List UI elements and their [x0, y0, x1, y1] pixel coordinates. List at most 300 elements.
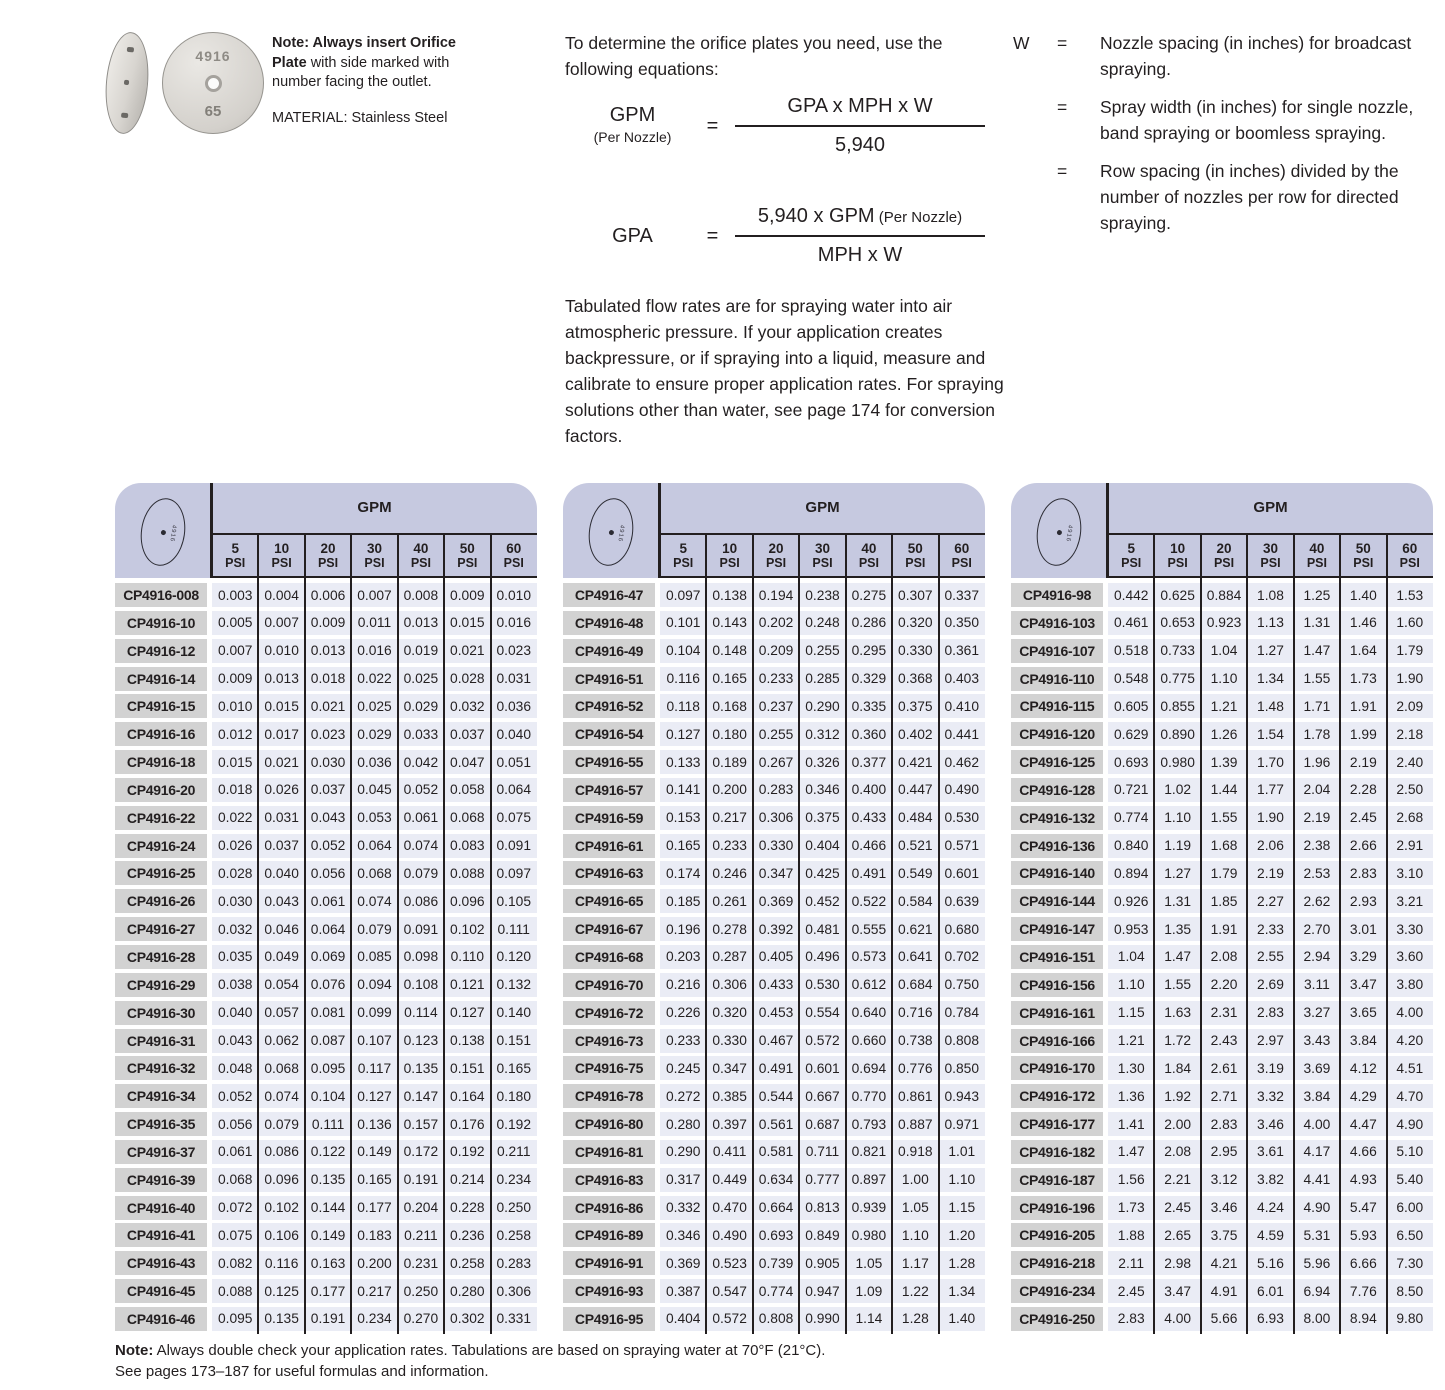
gpm-value: 0.192	[496, 1116, 531, 1132]
gpm-value: 0.926	[1113, 893, 1149, 909]
gpm-value: 1.91	[1349, 698, 1377, 714]
gpm-value: 0.204	[403, 1200, 439, 1216]
orifice-plate-front-view-icon	[162, 32, 264, 134]
gpm-value: 0.411	[712, 1144, 747, 1160]
gpm-value: 0.738	[898, 1033, 933, 1048]
part-number: CP4916-35	[115, 1112, 207, 1136]
gpm-value: 0.272	[665, 1088, 701, 1104]
part-number: CP4916-67	[563, 917, 655, 941]
gpm-value: 0.123	[403, 1033, 439, 1048]
row-values	[1108, 945, 1433, 969]
gpm-value: 0.016	[357, 643, 392, 659]
gpm-value: 4.41	[1303, 1172, 1331, 1188]
gpm-value: 1.21	[1210, 698, 1238, 714]
gpm-value: 1.63	[1164, 1005, 1192, 1021]
row-values	[212, 1223, 537, 1247]
gpm-value: 0.116	[666, 671, 700, 687]
gpm-value: 1.28	[901, 1311, 929, 1327]
gpm-value: 4.47	[1349, 1116, 1377, 1132]
gpm-value: 0.057	[264, 1005, 299, 1021]
gpm-value: 0.776	[898, 1060, 933, 1076]
insert-note	[272, 34, 490, 93]
gpm-value: 3.47	[1349, 977, 1377, 993]
gpm-value: 0.404	[665, 1311, 701, 1327]
gpm-value: 1.09	[855, 1283, 883, 1299]
gpm-value: 0.890	[1160, 726, 1195, 742]
table-row	[1011, 1223, 1433, 1247]
row-values	[1108, 694, 1433, 718]
gpm-value: 3.84	[1349, 1033, 1377, 1048]
psi-header-row	[212, 535, 537, 576]
table-row	[115, 889, 537, 913]
row-values	[1108, 806, 1433, 830]
gpm-value: 1.77	[1257, 782, 1284, 798]
row-values	[212, 1084, 537, 1108]
psi-column-header: 20 PSI	[1213, 540, 1235, 570]
gpm-value: 0.054	[264, 977, 299, 993]
row-values	[660, 1223, 985, 1247]
gpm-value: 2.70	[1303, 921, 1331, 937]
gpm-value: 0.016	[496, 615, 531, 631]
part-number: CP4916-73	[563, 1029, 655, 1053]
gpm-value: 0.462	[944, 754, 979, 770]
gpm-value: 0.250	[496, 1200, 531, 1216]
row-values	[660, 1307, 985, 1331]
gpm-value: 0.030	[217, 893, 253, 909]
gpm-value: 2.45	[1164, 1200, 1192, 1216]
gpm-value: 0.072	[217, 1200, 253, 1216]
gpm-value: 1.15	[1117, 1005, 1145, 1021]
gpm-value: 2.19	[1349, 754, 1377, 770]
table-row	[563, 1056, 985, 1080]
gpm-value: 0.433	[758, 977, 794, 993]
intro-text: To determine the orifice plates you need, use the following equations:	[565, 33, 943, 79]
gpm-value: 0.377	[851, 754, 887, 770]
gpm-value: 7.30	[1396, 1255, 1424, 1271]
row-values	[212, 861, 537, 885]
gpm-value: 2.33	[1257, 921, 1284, 937]
part-number: CP4916-125	[1011, 750, 1103, 774]
w-definitions	[1013, 30, 1438, 248]
gpm-value: 1.91	[1210, 921, 1238, 937]
row-values	[212, 1168, 537, 1192]
gpm-value: 6.50	[1396, 1227, 1424, 1243]
gpm-value: 0.255	[805, 643, 840, 659]
part-number: CP4916-26	[115, 889, 207, 913]
gpm-value: 0.011	[357, 615, 392, 631]
gpm-value: 0.554	[805, 1005, 840, 1021]
gpm-value: 2.97	[1257, 1033, 1284, 1048]
gpm-value: 0.180	[712, 726, 747, 742]
gpm-value: 4.91	[1210, 1283, 1238, 1299]
gpm-value: 1.70	[1257, 754, 1284, 770]
table-row	[563, 639, 985, 663]
gpm-value: 1.13	[1257, 615, 1284, 631]
gpm-value: 0.176	[450, 1116, 485, 1132]
gpm-value: 0.088	[217, 1283, 253, 1299]
part-number: CP4916-144	[1011, 889, 1103, 913]
column-divider	[891, 535, 893, 1334]
row-values	[1108, 1223, 1433, 1247]
gpm-value: 0.808	[944, 1033, 979, 1048]
gpm-value: 0.026	[217, 838, 253, 854]
equals-sign: =	[706, 224, 719, 247]
part-number: CP4916-250	[1011, 1307, 1103, 1331]
row-values	[212, 1056, 537, 1080]
header-divider	[212, 576, 537, 578]
w-definition-text: Row spacing (in inches) divided by the number of nozzles per row for directed spraying.	[1100, 161, 1399, 233]
gpm-value: 3.46	[1210, 1200, 1238, 1216]
gpm-value: 0.031	[496, 671, 531, 687]
gpm-value: 4.00	[1164, 1311, 1192, 1327]
gpm-value: 0.192	[450, 1144, 485, 1160]
gpm-value: 0.467	[758, 1033, 794, 1048]
row-values	[212, 945, 537, 969]
equals-sign: =	[1057, 97, 1068, 117]
gpm-value: 0.405	[758, 949, 794, 965]
gpm-value: 0.088	[450, 865, 485, 881]
w-symbol: W	[1013, 33, 1030, 53]
psi-column-header: 30 PSI	[364, 540, 385, 570]
gpm-value: 0.453	[758, 1005, 794, 1021]
table-row	[1011, 778, 1433, 802]
footer-note-bold: Note:	[115, 1342, 154, 1359]
plate-model-marking: 4916	[195, 48, 231, 64]
w-definition-text: Nozzle spacing (in inches) for broadcast spraying.	[1100, 33, 1412, 79]
part-number: CP4916-55	[563, 750, 655, 774]
gpm-value: 1.04	[1117, 949, 1145, 965]
table-header	[1011, 483, 1433, 578]
gpm-value: 0.270	[403, 1311, 439, 1327]
table-row	[563, 694, 985, 718]
gpm-value: 0.118	[666, 698, 700, 714]
part-number: CP4916-25	[115, 861, 207, 885]
gpm-value: 0.053	[357, 810, 392, 826]
gpm-value: 0.040	[217, 1005, 253, 1021]
gpm-value: 4.00	[1396, 1005, 1424, 1021]
column-divider	[304, 535, 306, 1334]
gpm-value: 0.200	[357, 1255, 392, 1271]
row-values	[660, 973, 985, 997]
row-values	[212, 1196, 537, 1220]
table-row	[115, 1251, 537, 1275]
gpm-value: 0.211	[496, 1144, 531, 1160]
gpm-value: 0.074	[357, 893, 392, 909]
gpm-value: 0.808	[758, 1311, 794, 1327]
gpm-value: 0.385	[712, 1088, 747, 1104]
equation-lhs-label: GPM	[609, 104, 656, 126]
part-number: CP4916-27	[115, 917, 207, 941]
gpm-value: 1.60	[1396, 615, 1424, 631]
gpm-value: 0.021	[310, 698, 346, 714]
gpm-value: 0.634	[758, 1172, 794, 1188]
row-values	[212, 1307, 537, 1331]
gpm-value: 0.233	[758, 671, 794, 687]
gpm-value: 0.036	[357, 754, 392, 770]
header-divider	[1108, 576, 1433, 578]
gpm-value: 0.076	[310, 977, 346, 993]
part-number: CP4916-172	[1011, 1084, 1103, 1108]
gpm-value: 0.216	[665, 977, 701, 993]
gpm-value: 2.21	[1164, 1172, 1192, 1188]
gpm-value: 5.93	[1349, 1227, 1377, 1243]
gpm-value: 0.111	[311, 1116, 345, 1132]
gpm-value: 0.185	[665, 893, 701, 909]
part-number: CP4916-107	[1011, 639, 1103, 663]
gpm-value: 1.47	[1164, 949, 1192, 965]
gpm-value: 0.177	[357, 1200, 392, 1216]
part-number: CP4916-14	[115, 667, 207, 691]
gpm-value: 0.095	[310, 1060, 346, 1076]
gpm-value: 0.165	[665, 838, 701, 854]
gpm-value: 0.004	[264, 587, 299, 603]
gpm-value: 0.133	[665, 754, 701, 770]
gpm-value: 0.021	[450, 643, 485, 659]
denominator: MPH x W	[817, 244, 903, 266]
row-values	[1108, 1251, 1433, 1275]
gpm-value: 0.079	[357, 921, 392, 937]
insert-note-rest: with side marked with number facing the outlet.	[272, 54, 450, 90]
table-row	[1011, 1279, 1433, 1303]
part-number: CP4916-18	[115, 750, 207, 774]
gpm-value: 0.261	[712, 893, 747, 909]
gpm-value: 0.452	[805, 893, 840, 909]
gpm-value: 0.174	[665, 865, 701, 881]
gpm-value: 0.226	[665, 1005, 701, 1021]
gpm-value: 0.061	[310, 893, 346, 909]
gpm-value: 0.404	[805, 838, 840, 854]
gpm-value: 0.449	[712, 1172, 747, 1188]
gpm-value: 1.35	[1164, 921, 1192, 937]
row-values	[660, 1001, 985, 1025]
psi-column-header: 40 PSI	[858, 540, 879, 570]
table-row	[1011, 1056, 1433, 1080]
gpm-value: 0.544	[758, 1088, 794, 1104]
gpm-value: 8.94	[1349, 1311, 1377, 1327]
gpm-value: 0.793	[851, 1116, 887, 1132]
gpm-value: 0.350	[944, 615, 979, 631]
psi-column-header: 50 PSI	[1353, 540, 1374, 570]
table-row	[115, 1223, 537, 1247]
numerator-small-text: (Per Nozzle)	[874, 209, 963, 226]
table-row	[563, 806, 985, 830]
table-row	[563, 1223, 985, 1247]
gpm-value: 0.283	[496, 1255, 531, 1271]
row-values	[1108, 1084, 1433, 1108]
gpm-value: 0.010	[217, 698, 253, 714]
gpm-value: 0.023	[310, 726, 346, 742]
gpm-value: 0.664	[758, 1200, 794, 1216]
gpm-value: 0.335	[851, 698, 887, 714]
gpm-value: 0.056	[217, 1116, 253, 1132]
gpm-value: 0.031	[264, 810, 299, 826]
part-number: CP4916-45	[115, 1279, 207, 1303]
gpm-value: 0.042	[403, 754, 439, 770]
part-number: CP4916-48	[563, 611, 655, 635]
row-values	[660, 1112, 985, 1136]
row-values	[1108, 889, 1433, 913]
gpm-value: 0.286	[851, 615, 887, 631]
psi-column-header: 20 PSI	[317, 540, 339, 570]
orifice-plate-icon: 4916	[136, 495, 189, 568]
row-values	[660, 1029, 985, 1053]
gpm-header: GPM	[1253, 499, 1288, 516]
gpm-value: 0.581	[758, 1144, 794, 1160]
gpm-value: 0.331	[496, 1311, 531, 1327]
gpm-value: 2.91	[1396, 838, 1424, 854]
part-number: CP4916-15	[115, 694, 207, 718]
gpm-value: 2.19	[1303, 810, 1331, 826]
gpm-value: 0.573	[851, 949, 887, 965]
gpm-value: 0.947	[805, 1283, 840, 1299]
gpm-value: 0.518	[1113, 643, 1149, 659]
row-values	[1108, 583, 1433, 607]
row-values	[660, 583, 985, 607]
gpm-value: 6.01	[1257, 1283, 1284, 1299]
w-definition-item	[1013, 94, 1438, 146]
row-values	[212, 750, 537, 774]
row-values	[660, 1056, 985, 1080]
gpm-value: 4.21	[1210, 1255, 1238, 1271]
row-values	[212, 639, 537, 663]
gpm-value: 0.136	[357, 1116, 392, 1132]
gpm-value: 0.990	[805, 1311, 840, 1327]
column-divider	[1339, 535, 1341, 1334]
gpm-value: 0.522	[851, 893, 887, 909]
gpm-value: 0.064	[496, 782, 531, 798]
table-row	[563, 1112, 985, 1136]
gpm-value: 2.83	[1117, 1311, 1145, 1327]
row-values	[1108, 667, 1433, 691]
gpm-value: 0.491	[851, 865, 887, 881]
table-row	[1011, 750, 1433, 774]
gpm-value: 0.082	[217, 1255, 253, 1271]
gpm-value: 0.275	[851, 587, 887, 603]
gpm-value: 3.47	[1164, 1283, 1192, 1299]
table-row	[563, 973, 985, 997]
gpm-value: 0.347	[758, 865, 794, 881]
part-number: CP4916-132	[1011, 806, 1103, 830]
table-row	[563, 945, 985, 969]
gpm-value: 1.17	[901, 1255, 929, 1271]
table-row	[1011, 1168, 1433, 1192]
table-row	[1011, 1084, 1433, 1108]
gpm-value: 0.106	[264, 1227, 299, 1243]
table-body	[115, 583, 537, 1335]
gpm-value: 2.68	[1396, 810, 1424, 826]
gpm-value: 1.92	[1164, 1088, 1192, 1104]
gpm-value: 0.097	[665, 587, 701, 603]
table-row	[563, 917, 985, 941]
psi-column-header: 60 PSI	[1399, 540, 1420, 570]
gpm-value: 0.953	[1113, 921, 1149, 937]
gpm-value: 2.04	[1303, 782, 1331, 798]
part-number: CP4916-128	[1011, 778, 1103, 802]
table-row	[563, 583, 985, 607]
part-number: CP4916-115	[1011, 694, 1103, 718]
gpm-value: 1.04	[1210, 643, 1238, 659]
part-number: CP4916-40	[115, 1196, 207, 1220]
column-divider	[798, 535, 800, 1334]
gpm-value: 0.490	[712, 1227, 747, 1243]
gpm-value: 0.019	[403, 643, 439, 659]
part-number: CP4916-41	[115, 1223, 207, 1247]
gpm-value: 1.31	[1164, 893, 1192, 909]
gpm-value: 0.217	[357, 1283, 392, 1299]
gpm-value: 0.849	[805, 1227, 840, 1243]
gpm-value: 0.022	[217, 810, 253, 826]
numerator	[735, 95, 985, 125]
gpm-value: 0.075	[217, 1227, 253, 1243]
table-row	[1011, 694, 1433, 718]
gpm-value: 0.283	[758, 782, 794, 798]
gpm-value: 0.135	[310, 1172, 346, 1188]
part-number: CP4916-196	[1011, 1196, 1103, 1220]
gpm-value: 0.105	[496, 893, 531, 909]
part-number: CP4916-008	[115, 583, 207, 607]
gpm-value: 0.104	[665, 643, 701, 659]
gpm-value: 0.784	[944, 1005, 979, 1021]
gpm-value: 0.777	[805, 1172, 840, 1188]
gpm-value: 3.43	[1303, 1033, 1331, 1048]
table-row	[1011, 1307, 1433, 1331]
gpm-value: 0.402	[898, 726, 933, 742]
gpm-value: 1.46	[1349, 615, 1377, 631]
gpm-value: 0.138	[712, 587, 747, 603]
gpm-value: 1.47	[1303, 643, 1331, 659]
gpm-value: 0.046	[264, 921, 299, 937]
gpm-value: 0.346	[665, 1227, 701, 1243]
table-row	[1011, 1112, 1433, 1136]
table-row	[1011, 583, 1433, 607]
gpm-value: 0.149	[310, 1227, 346, 1243]
gpm-value: 0.049	[264, 949, 299, 965]
gpm-value: 3.32	[1257, 1088, 1284, 1104]
gpm-value: 4.24	[1257, 1200, 1284, 1216]
gpm-value: 0.097	[496, 865, 531, 881]
gpm-value: 0.667	[805, 1088, 840, 1104]
gpm-value: 0.086	[264, 1144, 299, 1160]
gpm-value: 2.66	[1349, 838, 1377, 854]
row-values	[660, 1168, 985, 1192]
gpm-value: 0.369	[665, 1255, 701, 1271]
gpm-value: 6.94	[1303, 1283, 1331, 1299]
gpm-value: 0.716	[898, 1005, 933, 1021]
gpm-value: 0.774	[1113, 810, 1149, 826]
gpm-value: 3.84	[1303, 1088, 1331, 1104]
row-values	[660, 750, 985, 774]
gpm-value: 0.693	[1113, 754, 1149, 770]
part-number: CP4916-12	[115, 639, 207, 663]
gpm-value: 1.14	[855, 1311, 883, 1327]
part-number: CP4916-80	[563, 1112, 655, 1136]
gpm-value: 2.93	[1349, 893, 1377, 909]
gpm-value: 4.00	[1303, 1116, 1331, 1132]
gpm-value: 0.117	[357, 1060, 392, 1076]
orifice-flow-table	[1011, 483, 1433, 1334]
table-row	[563, 722, 985, 746]
gpm-value: 4.20	[1396, 1033, 1424, 1048]
gpm-value: 0.028	[450, 671, 485, 687]
gpm-value: 0.111	[497, 921, 530, 937]
gpm-value: 1.73	[1117, 1200, 1145, 1216]
row-values	[1108, 611, 1433, 635]
part-number: CP4916-49	[563, 639, 655, 663]
gpm-value: 0.168	[712, 698, 747, 714]
gpm-value: 0.151	[450, 1060, 485, 1076]
gpm-value: 0.191	[403, 1172, 439, 1188]
gpm-value: 1.28	[948, 1255, 976, 1271]
